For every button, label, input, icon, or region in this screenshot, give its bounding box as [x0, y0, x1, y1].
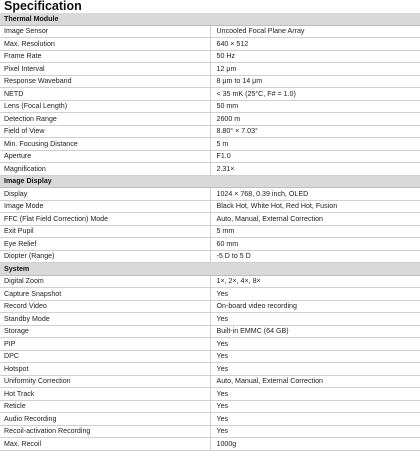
spec-label: Recoil-activation Recording: [0, 425, 210, 438]
spec-label: Max. Resolution: [0, 38, 210, 51]
spec-row: [0, 238, 420, 251]
spec-value: On-board video recording: [210, 300, 420, 313]
spec-row: [0, 50, 420, 63]
section-title: Thermal Module: [0, 13, 420, 25]
spec-row: [0, 375, 420, 388]
spec-row: [0, 163, 420, 176]
spec-label: FFC (Flat Field Correction) Mode: [0, 213, 210, 226]
spec-label: Image Mode: [0, 200, 210, 213]
section-title: System: [0, 263, 420, 276]
spec-value: Yes: [210, 400, 420, 413]
spec-row: [0, 400, 420, 413]
spec-label: DPC: [0, 350, 210, 363]
spec-label: Hotspot: [0, 363, 210, 376]
spec-row: [0, 300, 420, 313]
spec-label: Hot Track: [0, 388, 210, 401]
spec-value: Yes: [210, 288, 420, 301]
spec-row: [0, 438, 420, 451]
spec-value: F1.0: [210, 150, 420, 163]
spec-row: [0, 88, 420, 101]
spec-row: [0, 25, 420, 38]
spec-value: < 35 mK (25°C, F# = 1.0): [210, 88, 420, 101]
section-header: [0, 263, 420, 276]
spec-table-body: [0, 13, 420, 450]
spec-value: Auto, Manual, External Correction: [210, 213, 420, 226]
spec-value: Yes: [210, 313, 420, 326]
spec-label: Aperture: [0, 150, 210, 163]
spec-value: Yes: [210, 338, 420, 351]
spec-row: [0, 150, 420, 163]
spec-label: Reticle: [0, 400, 210, 413]
spec-value: 640 × 512: [210, 38, 420, 51]
spec-row: [0, 350, 420, 363]
spec-label: Field of View: [0, 125, 210, 138]
spec-row: [0, 138, 420, 151]
spec-label: Magnification: [0, 163, 210, 176]
spec-row: [0, 38, 420, 51]
spec-value: Yes: [210, 413, 420, 426]
spec-label: Capture Snapshot: [0, 288, 210, 301]
section-header: [0, 175, 420, 188]
spec-value: 1×, 2×, 4×, 8×: [210, 275, 420, 288]
section-title: Image Display: [0, 175, 420, 188]
spec-row: [0, 275, 420, 288]
spec-table: [0, 13, 420, 451]
spec-label: Eye Relief: [0, 238, 210, 251]
spec-value: 1000g: [210, 438, 420, 451]
spec-label: PIP: [0, 338, 210, 351]
spec-label: Frame Rate: [0, 50, 210, 63]
spec-label: Lens (Focal Length): [0, 100, 210, 113]
spec-label: Max. Recoil: [0, 438, 210, 451]
spec-row: [0, 188, 420, 201]
spec-row: [0, 75, 420, 88]
spec-value: Auto, Manual, External Correction: [210, 375, 420, 388]
spec-row: [0, 213, 420, 226]
spec-label: Display: [0, 188, 210, 201]
spec-label: Exit Pupil: [0, 225, 210, 238]
spec-row: [0, 113, 420, 126]
spec-label: Audio Recording: [0, 413, 210, 426]
spec-label: NETD: [0, 88, 210, 101]
spec-row: [0, 388, 420, 401]
spec-label: Diopter (Range): [0, 250, 210, 263]
spec-row: [0, 225, 420, 238]
spec-row: [0, 325, 420, 338]
spec-value: 8 μm to 14 μm: [210, 75, 420, 88]
spec-value: 5 m: [210, 138, 420, 151]
section-header: [0, 13, 420, 25]
spec-row: [0, 313, 420, 326]
spec-row: [0, 125, 420, 138]
spec-label: Image Sensor: [0, 25, 210, 38]
spec-row: [0, 250, 420, 263]
spec-value: Yes: [210, 388, 420, 401]
spec-row: [0, 363, 420, 376]
spec-label: Pixel Interval: [0, 63, 210, 76]
spec-label: Digital Zoom: [0, 275, 210, 288]
spec-value: 2600 m: [210, 113, 420, 126]
spec-label: Standby Mode: [0, 313, 210, 326]
page-title: Specification: [4, 0, 82, 13]
spec-value: 50 Hz: [210, 50, 420, 63]
spec-value: 60 mm: [210, 238, 420, 251]
spec-value: Yes: [210, 425, 420, 438]
spec-value: Yes: [210, 350, 420, 363]
spec-row: [0, 288, 420, 301]
spec-label: Detection Range: [0, 113, 210, 126]
spec-value: 8.80° × 7.03°: [210, 125, 420, 138]
spec-value: 50 mm: [210, 100, 420, 113]
spec-label: Min. Focusing Distance: [0, 138, 210, 151]
spec-row: [0, 100, 420, 113]
spec-value: 5 mm: [210, 225, 420, 238]
spec-value: 2.31×: [210, 163, 420, 176]
spec-label: Record Video: [0, 300, 210, 313]
spec-row: [0, 338, 420, 351]
spec-label: Uniformity Correction: [0, 375, 210, 388]
spec-value: -5 D to 5 D: [210, 250, 420, 263]
spec-row: [0, 63, 420, 76]
spec-value: Yes: [210, 363, 420, 376]
spec-value: 1024 × 768, 0.39 inch, OLED: [210, 188, 420, 201]
spec-value: Black Hot, White Hot, Red Hot, Fusion: [210, 200, 420, 213]
spec-value: 12 μm: [210, 63, 420, 76]
spec-label: Storage: [0, 325, 210, 338]
spec-row: [0, 200, 420, 213]
spec-value: Uncooled Focal Plane Array: [210, 25, 420, 38]
spec-label: Response Waveband: [0, 75, 210, 88]
spec-row: [0, 425, 420, 438]
spec-value: Built-in EMMC (64 GB): [210, 325, 420, 338]
spec-row: [0, 413, 420, 426]
